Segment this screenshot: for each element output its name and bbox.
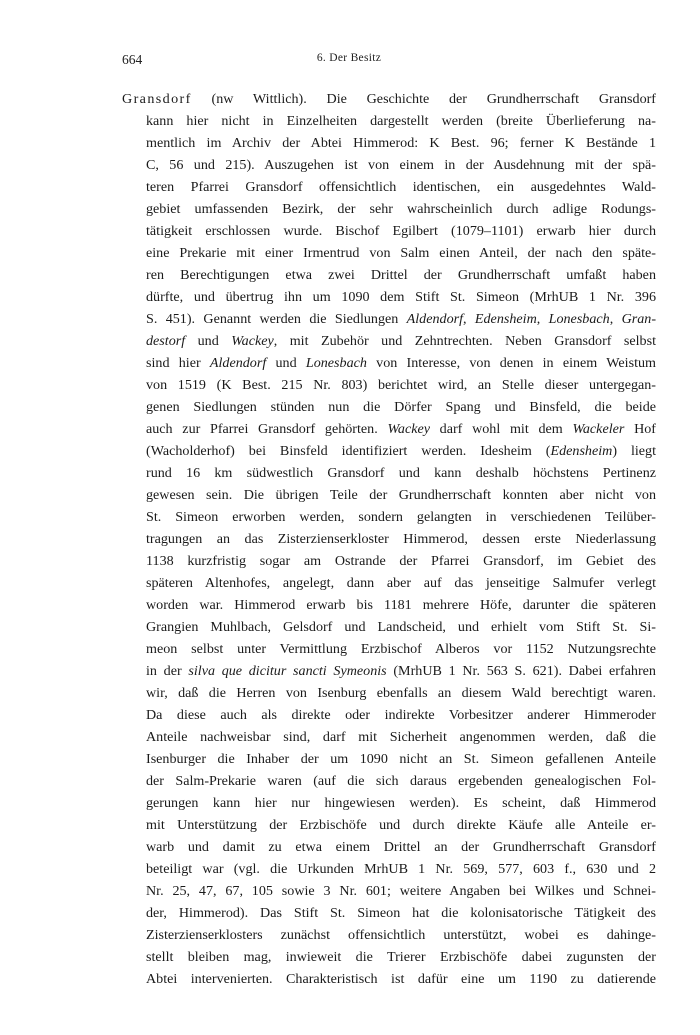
text-line: auch zur Pfarrei Gransdorf gehörten. Wackey darf wohl mit dem Wackeler Hof [146,421,656,437]
text-line: sind hier Aldendorf und Lonesbach von Interesse, von denen in einem Weistum [146,355,657,371]
italic-term: Edensheim [474,311,537,327]
text-line: späteren Altenhofes, angelegt, dann aber auf das jenseitige Salmufer verlegt [146,575,656,591]
text-line: gerungen kann hier nur hingewiesen werden). Es scheint, daß Himmerod [146,795,656,811]
text-line: tätigkeit erschlossen wurde. Bischof Egilbert (1079–1101) erwarb hier durch [146,223,656,239]
text-line: St. Simeon erworben werden, sondern gelangten in verschiedenen Teilüber- [146,509,656,525]
text-line: mentlich im Archiv der Abtei Himmerod: K Best. 96; ferner K Bestände 1 [146,135,656,151]
italic-term: Wackeler [572,421,625,437]
text-line: Gransdorf (nw Wittlich). Die Geschichte der Grundherrschaft Gransdorf [122,91,656,107]
text-line: in der silva que dicitur sancti Symeonis (MrhUB 1 Nr. 563 S. 621). Dabei erfahren [146,663,656,679]
text-line: stellt bleiben mag, inwieweit die Trierer Erzbischöfe dabei zugunsten der [146,949,656,965]
text-line: dürfte, und übertrug ihn um 1090 dem Stift St. Simeon (MrhUB 1 Nr. 396 [146,289,656,305]
text-line: teren Pfarrei Gransdorf offensichtlich identischen, ein ausgedehntes Wald- [146,179,656,195]
text-line: worden war. Himmerod erwarb bis 1181 mehrere Höfe, darunter die späteren [146,597,656,613]
text-line: meon selbst unter Vermittlung Erzbischof Alberos vor 1152 Nutzungsrechte [146,641,656,657]
text-line: von 1519 (K Best. 215 Nr. 803) berichtet wird, an Stelle dieser untergegan- [146,377,656,393]
italic-term: Wackey [231,333,274,349]
italic-term: Edensheim [550,443,613,459]
text-line: beteiligt war (vgl. die Urkunden MrhUB 1 Nr. 569, 577, 603 f., 630 und 2 [146,861,656,877]
text-line: eine Prekarie mit einer Irmentrud von Salm einen Anteil, der nach den späte- [146,245,656,261]
page-number: 664 [122,52,143,67]
text-line: Abtei intervenierten. Charakteristisch ist dafür eine um 1190 zu datierende [146,971,656,987]
text-line: tragungen an das Zisterzienserkloster Himmerod, dessen erste Niederlassung [146,531,656,547]
text-line: Anteile nachweisbar sind, darf mit Sicherheit angenommen werden, daß die [146,729,656,745]
italic-term: Wackey [387,421,430,437]
text-line: mit Unterstützung der Erzbischöfe und durch direkte Käufe alle Anteile er- [146,817,656,833]
text-line: Zisterzienserklosters zunächst offensichtlich unterstützt, wobei es dahinge- [146,927,656,943]
text-line: Da diese auch als direkte oder indirekte Vorbesitzer anderer Himmeroder [146,707,656,723]
text-line: S. 451). Genannt werden die Siedlungen Aldendorf, Edensheim, Lonesbach, Gran- [146,311,657,327]
text-line: kann hier nicht in Einzelheiten dargestellt werden (breite Überlieferung na- [146,113,656,129]
page-header [122,52,576,72]
text-line: gebiet umfassenden Bezirk, der sehr wahrscheinlich durch adlige Rodungs- [146,201,656,217]
running-head: 6. Der Besitz [316,52,382,64]
text-line: gewesen sein. Die übrigen Teile der Grundherrschaft konnten aber nicht von [146,487,656,503]
text-line: der Salm-Prekarie waren (auf die sich daraus ergebenden genealogischen Fol- [146,773,656,789]
lemma-heading: Gransdorf [122,91,192,107]
text-line: destorf und Wackey, mit Zubehör und Zehntrechten. Neben Gransdorf selbst [146,333,657,349]
text-line: warb und damit zu etwa einem Drittel an der Grundherrschaft Gransdorf [146,839,656,855]
text-line: Grangien Muhlbach, Gelsdorf und Landscheid, und erhielt vom Stift St. Si- [146,619,656,635]
text-line: Nr. 25, 47, 67, 105 sowie 3 Nr. 601; weitere Angaben bei Wilkes und Schnei- [146,883,656,899]
text-line: genen Siedlungen stünden nun die Dörfer Spang und Binsfeld, die beide [146,399,656,415]
italic-term: Lonesbach [548,311,610,327]
text-line: 1138 kurzfristig sogar am Ostrande der Pfarrei Gransdorf, im Gebiet des [146,553,656,569]
text-line: ren Berechtigungen etwa zwei Drittel der Grundherrschaft umfaßt haben [146,267,656,283]
text-line: C, 56 und 215). Auszugehen ist von einem in der Ausdehnung mit der spä- [146,157,656,173]
text-line: rund 16 km südwestlich Gransdorf und kann deshalb höchstens Pertinenz [146,465,656,481]
text-line: Isenburger die Inhaber der um 1090 nicht an St. Simeon gefallenen Anteile [146,751,656,767]
text-line: (Wacholderhof) bei Binsfeld identifiziert werden. Idesheim (Edensheim) liegt [146,443,656,459]
italic-term: Gran- [621,311,657,327]
text-line: der, Himmerod). Das Stift St. Simeon hat die kolonisatorische Tätigkeit des [146,905,656,921]
text-line: wir, daß die Herren von Isenburg ebenfalls an diesem Wald berechtigt waren. [146,685,656,701]
italic-term: silva que dicitur sancti Symeonis [188,663,387,679]
italic-term: Aldendorf [406,311,464,327]
italic-term: Lonesbach [305,355,367,371]
italic-term: Aldendorf [209,355,267,371]
italic-term: destorf [146,333,186,349]
